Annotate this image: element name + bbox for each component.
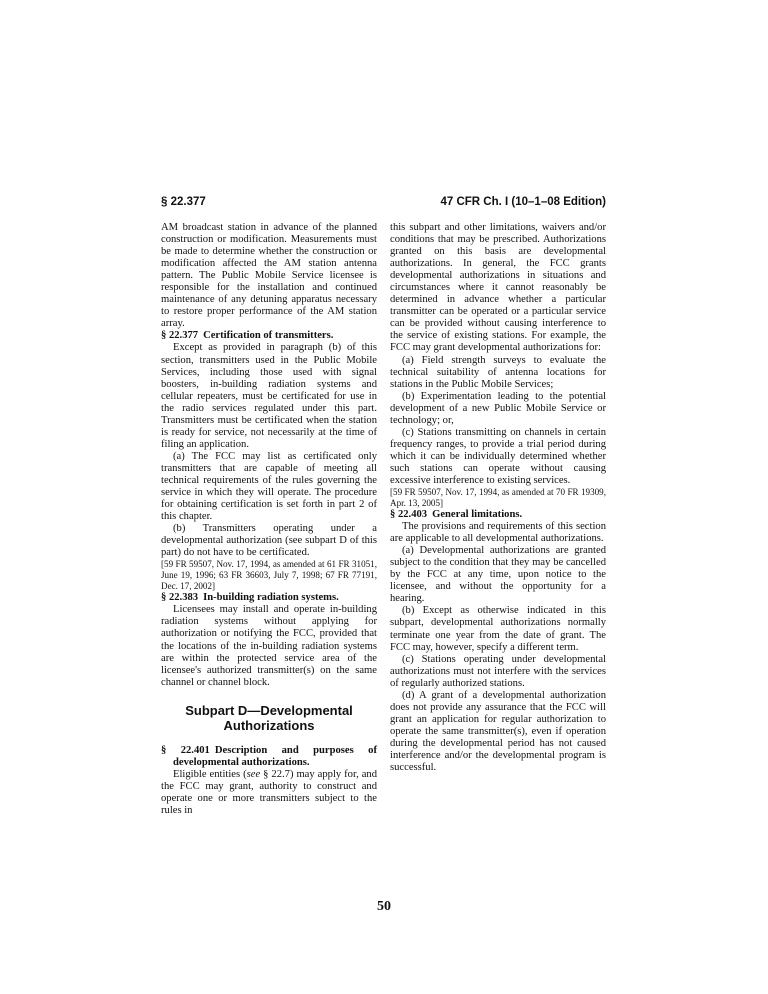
source-citation: [59 FR 59507, Nov. 17, 1994, as amended at 70 FR 19309, Apr. 13, 2005] (390, 487, 606, 509)
header-section-ref: § 22.377 (161, 196, 206, 208)
paragraph: (d) A grant of a developmental authorization does not provide any assurance that the FCC will grant an application for regular authorization to operate the same transmitter(s), even if operation during the developmental period has not caused interference and/or the developmental program is successful. (390, 689, 606, 774)
header-title: 47 CFR Ch. I (10–1–08 Edition) (440, 196, 606, 208)
section-title: General limitations. (432, 509, 523, 521)
section-heading-22-401 (161, 745, 377, 769)
list-item: (c) Stations transmitting on channels in certain frequency ranges, to provide a trial period during which it can be individually determined whether such stations can operate without causing excessive interference to existing services. (390, 426, 606, 486)
paragraph: (b) Except as otherwise indicated in this subpart, developmental authorizations normally terminate one year from the date of grant. The FCC may, however, specify a different term. (390, 605, 606, 653)
subpart-heading: Subpart D—Developmental Authorizations (185, 702, 353, 733)
paragraph: (b) Transmitters operating under a developmental authorization (see subpart D of this part) do not have to be certificated. (161, 523, 377, 559)
text-run: Eligible entities ( (173, 768, 247, 780)
section-number: § 22.401 (161, 744, 210, 756)
section-title: Certification of transmitters. (203, 330, 334, 342)
continued-paragraph: this subpart and other limitations, waivers and/or conditions that may be prescribed. Authorizations granted on this basis are developmental authorizations. In general, the FCC grants developmental authorizations in situations and circumstances where it cannot reasonably be determined in advance whether a particular transmitter can be operated or a particular service can be provided without causing interference to the service of existing stations. For example, the FCC may grant developmental authorizations for: (390, 222, 606, 354)
right-column (390, 222, 606, 774)
paragraph: (c) Stations operating under developmental authorizations must not interfere with the services of regularly authorized stations. (390, 653, 606, 689)
paragraph: (a) Developmental authorizations are granted subject to the condition that they may be cancelled by the FCC at any time, upon notice to the licensee, and without the opportunity for a hearing. (390, 545, 606, 605)
list-item: (b) Experimentation leading to the potential development of a new Public Mobile Service or technology; or, (390, 390, 606, 426)
running-header (161, 196, 606, 214)
section-title: In-building radiation systems. (203, 592, 339, 604)
section-number: § 22.383 (161, 592, 199, 604)
continued-paragraph: AM broadcast station in advance of the planned construction or modification. Measurements must be made to determine whether the construction or modification affected the AM station antenna pattern. The Public Mobile Service licensee is responsible for the installation and continued maintenance of any detuning apparatus necessary to restore proper performance of the AM station array. (161, 222, 377, 330)
paragraph: Except as provided in paragraph (b) of this section, transmitters used in the Public Mobile Services, including those used with signal boosters, in-building radiation systems and cellular repeaters, must be certificated for use in the radio services regulated under this part. Transmitters must be certificated when the station is ready for service, not necessarily at the time of filing an application. (161, 342, 377, 450)
paragraph: (a) The FCC may list as certificated only transmitters that are capable of meeting all technical requirements of the rules governing the service in which they will operate. The procedure for obtaining certification is set forth in part 2 of this chapter. (161, 450, 377, 523)
paragraph: Licensees may install and operate in-building radiation systems without applying for authorization or notifying the FCC, provided that the locations of the in-building radiation systems are within the protected service area of the licensee's authorized transmitter(s) on the same channel or channel block. (161, 604, 377, 688)
section-heading-22-403 (390, 509, 606, 521)
paragraph: The provisions and requirements of this section are applicable to all developmental authorizations. (390, 521, 606, 545)
page-number: 50 (377, 899, 391, 914)
section-heading-22-383 (161, 592, 377, 604)
text-run: § 22.7) may apply for, and the FCC may grant, authority to construct and operate one or more transmitters subject to the rules in (161, 768, 378, 816)
left-column (161, 222, 377, 817)
list-item: (a) Field strength surveys to evaluate the technical suitability of antenna locations for stations in the Public Mobile Services; (390, 354, 606, 390)
section-heading-22-377 (161, 330, 377, 342)
section-number: § 22.377 (161, 330, 199, 342)
source-citation: [59 FR 59507, Nov. 17, 1994, as amended at 61 FR 31051, June 19, 1996; 63 FR 36603, July 7, 1998; 67 FR 77191, Dec. 17, 2002] (161, 559, 377, 592)
paragraph (161, 769, 377, 817)
section-title: Description and purposes of developmental authorizations. (173, 744, 377, 768)
italic-see: see (246, 768, 261, 780)
section-number: § 22.403 (390, 509, 428, 521)
